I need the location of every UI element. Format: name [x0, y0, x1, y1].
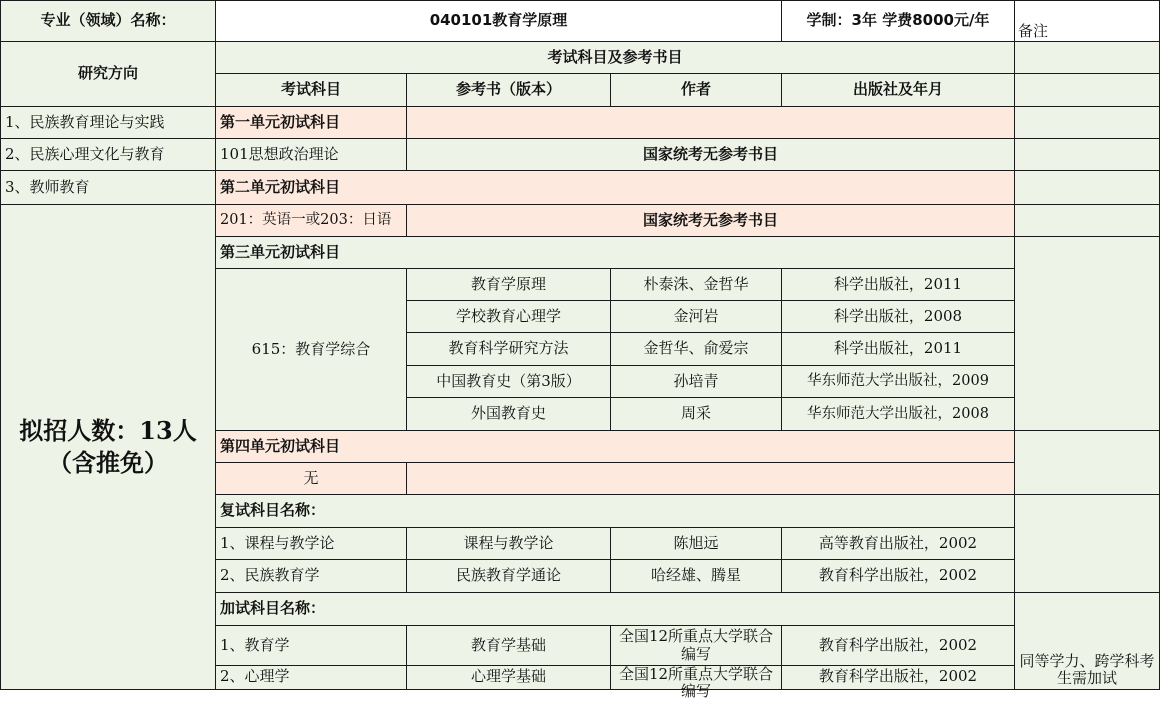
- remarks-cell: [1014, 170, 1160, 205]
- additional-book: 教育学基础: [406, 625, 611, 666]
- unit2-note: 国家统考无参考书目: [406, 204, 1015, 237]
- book-title: 学校教育心理学: [406, 300, 611, 333]
- remarks-cell: [1014, 41, 1160, 74]
- retest-subject: 2、民族教育学: [215, 559, 407, 593]
- book-title: 中国教育史（第3版）: [406, 365, 611, 398]
- unit1-note: 国家统考无参考书目: [406, 138, 1015, 171]
- remarks-cell: [1014, 106, 1160, 139]
- duration-fee: 学制：3年 学费8000元/年: [781, 0, 1015, 42]
- unit1-subject: 101思想政治理论: [215, 138, 407, 171]
- book-title: 外国教育史: [406, 397, 611, 431]
- book-publisher: 科学出版社，2011: [781, 268, 1015, 301]
- book-title: 教育学原理: [406, 268, 611, 301]
- research-direction-item: 2、民族心理文化与教育: [0, 138, 216, 171]
- additional-book: 心理学基础: [406, 665, 611, 690]
- exam-subject-header: 考试科目: [215, 73, 407, 107]
- book-publisher: 科学出版社，2008: [781, 300, 1015, 333]
- major-name: 040101教育学原理: [215, 0, 782, 42]
- remarks-cell: [1014, 430, 1160, 495]
- additional-subject: 2、心理学: [215, 665, 407, 690]
- unit2-subject: 201：英语一或203：日语: [215, 204, 407, 237]
- additional-publisher: 教育科学出版社，2002: [781, 625, 1015, 666]
- remarks-cell: [1014, 494, 1160, 593]
- book-author: 孙培青: [610, 365, 782, 398]
- remarks-cell: [1014, 236, 1160, 431]
- book-publisher: 华东师范大学出版社，2008: [781, 397, 1015, 431]
- book-author: 朴泰洙、金哲华: [610, 268, 782, 301]
- retest-subject: 1、课程与教学论: [215, 527, 407, 560]
- additional-label: 加试科目名称：: [215, 592, 1015, 626]
- book-publisher: 华东师范大学出版社，2009: [781, 365, 1015, 398]
- additional-publisher: 教育科学出版社，2002: [781, 665, 1015, 690]
- book-author: 周采: [610, 397, 782, 431]
- reference-book-header: 参考书（版本）: [406, 73, 611, 107]
- remarks-cell: [1014, 73, 1160, 107]
- retest-publisher: 高等教育出版社，2002: [781, 527, 1015, 560]
- retest-author: 陈旭远: [610, 527, 782, 560]
- remarks-label: 备注: [1014, 0, 1160, 42]
- retest-book: 民族教育学通论: [406, 559, 611, 593]
- retest-book: 课程与教学论: [406, 527, 611, 560]
- remarks-cell: [1014, 138, 1160, 171]
- unit4-subject: 无: [215, 462, 407, 495]
- major-label: 专业（领域）名称：: [0, 0, 216, 42]
- enrollment-line-1: 拟招人数：13人: [19, 415, 197, 445]
- unit4-title: 第四单元初试科目: [215, 430, 1015, 463]
- remarks-cell: [1014, 204, 1160, 237]
- additional-author: 全国12所重点大学联合编写: [610, 665, 782, 690]
- additional-author: 全国12所重点大学联合编写: [610, 625, 782, 666]
- enrollment-line-2: （含推免）: [48, 448, 168, 477]
- research-direction-header: 研究方向: [0, 41, 216, 107]
- retest-publisher: 教育科学出版社，2002: [781, 559, 1015, 593]
- book-author: 金河岩: [610, 300, 782, 333]
- additional-subject: 1、教育学: [215, 625, 407, 666]
- unit1-blank: [406, 106, 1015, 139]
- unit3-title: 第三单元初试科目: [215, 236, 1015, 269]
- unit3-subject: 615：教育学综合: [215, 268, 407, 431]
- unit4-blank: [406, 462, 1015, 495]
- unit2-title: 第二单元初试科目: [215, 170, 1015, 205]
- book-title: 教育科学研究方法: [406, 332, 611, 366]
- enrollment-count: [0, 204, 216, 690]
- exam-and-books-header: 考试科目及参考书目: [215, 41, 1015, 74]
- additional-remark: 同等学力、跨学科考生需加试: [1014, 592, 1160, 690]
- book-publisher: 科学出版社，2011: [781, 332, 1015, 366]
- research-direction-item: 1、民族教育理论与实践: [0, 106, 216, 139]
- research-direction-item: 3、教师教育: [0, 170, 216, 205]
- author-header: 作者: [610, 73, 782, 107]
- unit1-title: 第一单元初试科目: [215, 106, 407, 139]
- book-author: 金哲华、俞爱宗: [610, 332, 782, 366]
- publisher-header: 出版社及年月: [781, 73, 1015, 107]
- retest-author: 哈经雄、腾星: [610, 559, 782, 593]
- retest-label: 复试科目名称：: [215, 494, 1015, 528]
